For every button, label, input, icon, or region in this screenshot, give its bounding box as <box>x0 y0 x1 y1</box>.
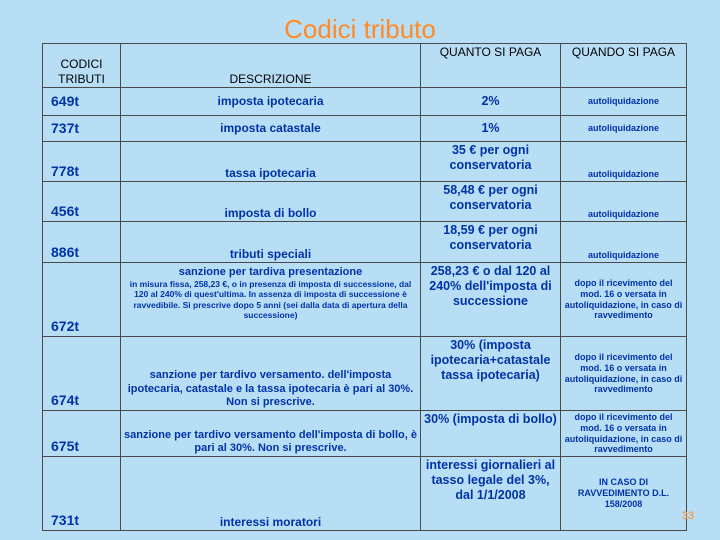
quanto-cell: 2% <box>421 88 561 116</box>
table-row <box>43 116 687 142</box>
quando-cell: IN CASO DI RAVVEDIMENTO D.L. 158/2008 <box>561 457 687 531</box>
desc-cell: imposta ipotecaria <box>121 88 421 116</box>
header-row <box>43 44 687 88</box>
quando-cell: dopo il ricevimento del mod. 16 o versata in autoliquidazione, in caso di ravvedimento <box>561 263 687 337</box>
quando-cell: autoliquidazione <box>561 222 687 263</box>
quanto-cell: 258,23 € o dal 120 al 240% dell'imposta di successione <box>421 263 561 337</box>
code-cell: 731t <box>43 457 121 531</box>
table-row <box>43 88 687 116</box>
table-row <box>43 337 687 411</box>
quando-cell: autoliquidazione <box>561 116 687 142</box>
code-cell: 674t <box>43 337 121 411</box>
desc-cell: interessi moratori <box>121 457 421 531</box>
header-quanto: QUANTO SI PAGA <box>421 44 561 88</box>
table-row <box>43 142 687 182</box>
slide-title: Codici tributo <box>284 14 436 44</box>
quanto-cell: 18,59 € per ogni conservatoria <box>421 222 561 263</box>
code-cell: 456t <box>43 182 121 222</box>
codici-tributo-table <box>42 43 687 531</box>
desc-cell: sanzione per tardivo versamento. dell'imposta ipotecaria, catastale e la tassa ipotecaria è pari al 30%. Non si prescrive. <box>121 337 421 411</box>
header-quando: QUANDO SI PAGA <box>561 44 687 88</box>
quanto-cell: 30% (imposta ipotecaria+catastale tassa ipotecaria) <box>421 337 561 411</box>
header-codici: CODICI TRIBUTI <box>43 44 121 88</box>
code-cell: 886t <box>43 222 121 263</box>
desc-cell: tassa ipotecaria <box>121 142 421 182</box>
slide-number: 33 <box>681 510 694 522</box>
quanto-cell: 1% <box>421 116 561 142</box>
desc-cell: imposta catastale <box>121 116 421 142</box>
desc-cell <box>121 263 421 337</box>
table-row <box>43 263 687 337</box>
table-row <box>43 222 687 263</box>
desc-cell: sanzione per tardivo versamento dell'imposta di bollo, è pari al 30%. Non si prescrive. <box>121 411 421 457</box>
code-cell: 672t <box>43 263 121 337</box>
header-descrizione: DESCRIZIONE <box>121 44 421 88</box>
quando-cell: dopo il ricevimento del mod. 16 o versata in autoliquidazione, in caso di ravvedimento <box>561 337 687 411</box>
code-cell: 675t <box>43 411 121 457</box>
desc-head: sanzione per tardiva presentazione <box>178 266 363 278</box>
quando-cell: autoliquidazione <box>561 142 687 182</box>
code-cell: 649t <box>43 88 121 116</box>
code-cell: 737t <box>43 116 121 142</box>
quanto-cell: 35 € per ogni conservatoria <box>421 142 561 182</box>
quando-cell: autoliquidazione <box>561 88 687 116</box>
code-cell: 778t <box>43 142 121 182</box>
table-row <box>43 411 687 457</box>
desc-cell: tributi speciali <box>121 222 421 263</box>
quanto-cell: 30% (imposta di bollo) <box>421 411 561 457</box>
quanto-cell: interessi giornalieri al tasso legale del 3%, dal 1/1/2008 <box>421 457 561 531</box>
quando-cell: autoliquidazione <box>561 182 687 222</box>
table-row <box>43 182 687 222</box>
quanto-cell: 58,48 € per ogni conservatoria <box>421 182 561 222</box>
table-row <box>43 457 687 531</box>
desc-detail: in misura fissa, 258,23 €, o in presenza di imposta di successione, dal 120 al 240% di quest'ultima. In assenza di imposta di successione è ravvedibile. Si prescrive dopo 5 anni (sei dalla data di apertura della successione) <box>129 279 412 320</box>
desc-cell: imposta di bollo <box>121 182 421 222</box>
quando-cell: dopo il ricevimento del mod. 16 o versata in autoliquidazione, in caso di ravvedimento <box>561 411 687 457</box>
